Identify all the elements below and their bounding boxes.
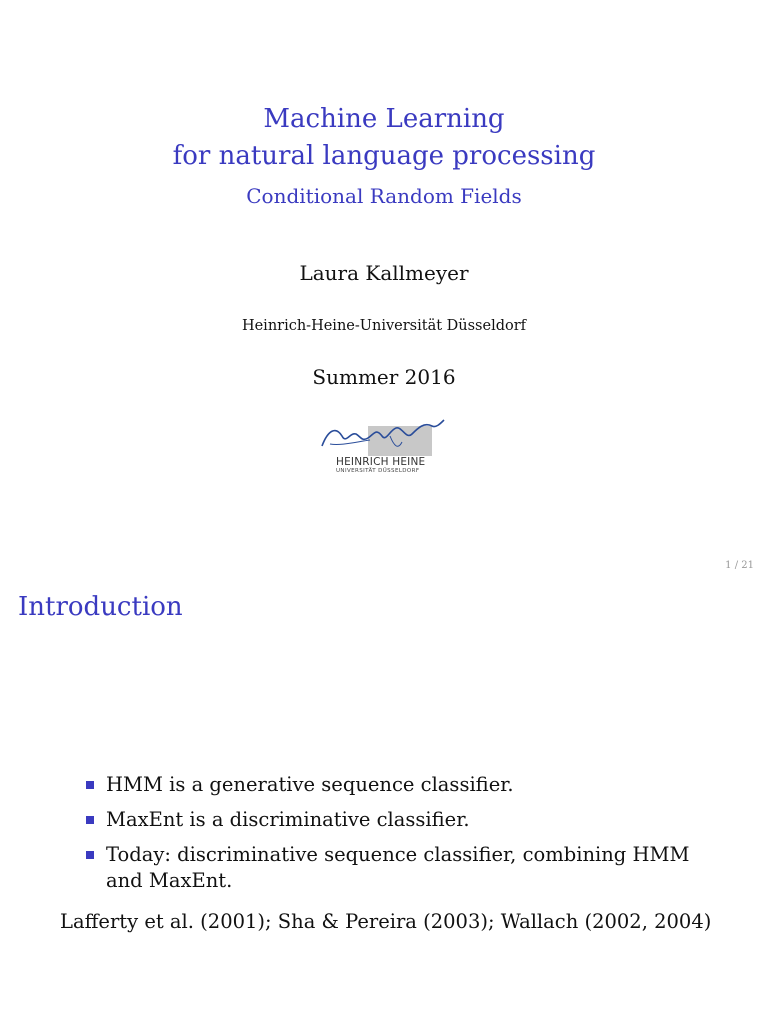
logo-name: HEINRICH HEINE bbox=[336, 456, 426, 468]
bullet-text: Today: discriminative sequence classifier, combining HMM and MaxEnt. bbox=[106, 843, 690, 892]
frame-title: Introduction bbox=[18, 592, 183, 622]
bullet-list bbox=[86, 772, 726, 903]
intro-slide bbox=[0, 576, 768, 1024]
bullet-item bbox=[86, 807, 726, 833]
bullet-item bbox=[86, 772, 726, 798]
date: Summer 2016 bbox=[312, 365, 456, 389]
square-bullet-icon bbox=[86, 816, 94, 824]
square-bullet-icon bbox=[86, 851, 94, 859]
title-line-1: Machine Learning bbox=[263, 104, 505, 134]
bullet-item bbox=[86, 842, 726, 894]
bullet-text: MaxEnt is a discriminative classifier. bbox=[106, 808, 470, 831]
references: Lafferty et al. (2001); Sha & Pereira (2003); Wallach (2002, 2004) bbox=[60, 910, 712, 933]
page-number: 1 / 21 bbox=[725, 560, 754, 571]
bullet-text: HMM is a generative sequence classifier. bbox=[106, 773, 514, 796]
institute: Heinrich-Heine-Universität Düsseldorf bbox=[241, 318, 527, 334]
title-line-2: for natural language processing bbox=[172, 141, 596, 171]
subtitle: Conditional Random Fields bbox=[246, 184, 522, 208]
university-logo bbox=[320, 416, 448, 478]
logo-subname: UNIVERSITÄT DÜSSELDORF bbox=[336, 468, 420, 474]
square-bullet-icon bbox=[86, 781, 94, 789]
author: Laura Kallmeyer bbox=[299, 261, 469, 285]
signature-graphic bbox=[320, 416, 448, 456]
